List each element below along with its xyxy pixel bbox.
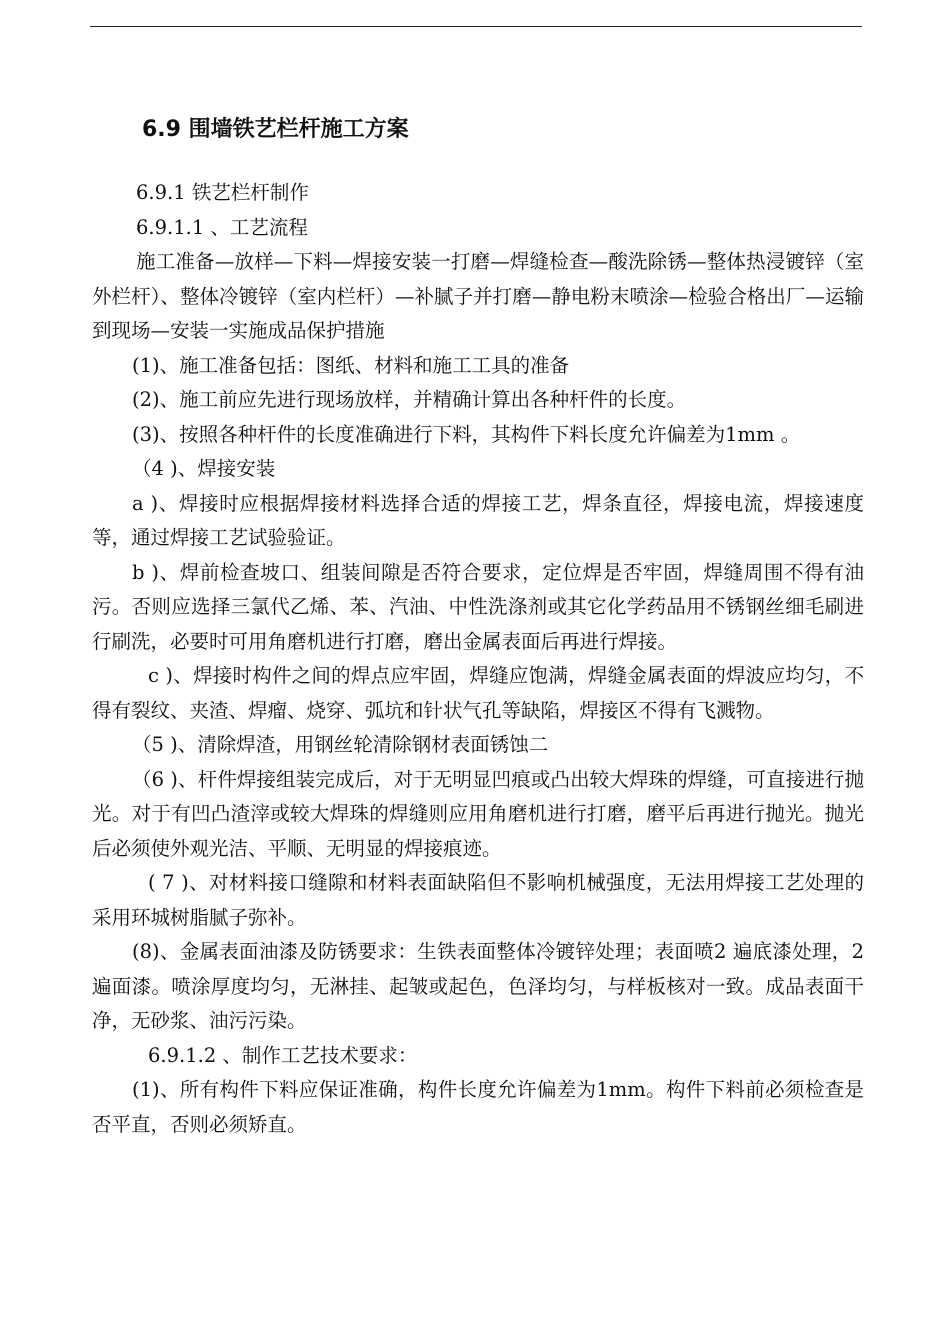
list-item: （4 )、焊接安装 xyxy=(132,457,276,480)
list-item: (1)、施工准备包括：图纸、材料和施工工具的准备 xyxy=(132,353,570,377)
list-item: ( 7 )、对材料接口缝隙和材料表面缺陷但不影响机械强度，无法用焊接工艺处理的采用环城树脂腻子弥补。 xyxy=(92,871,864,929)
list-item: （5 )、清除焊渣，用钢丝轮清除钢材表面锈蚀二 xyxy=(132,733,549,756)
list-item: (2)、施工前应先进行现场放样，并精确计算出各种杆件的长度。 xyxy=(132,388,687,411)
list-item: (8)、金属表面油漆及防锈要求：生铁表面整体冷镀锌处理；表面喷2 遍底漆处理，2 遍面漆。喷涂厚度均匀，无淋挂、起皱或起色，色泽均匀，与样板核对一致。成品表面干净，无砂浆、油污污染。 xyxy=(92,940,864,1032)
subsection-heading: 6.9.1.2 、制作工艺技术要求： xyxy=(148,1043,418,1067)
list-item: (3)、按照各种杆件的长度准确进行下料，其构件下料长度允许偏差为1mm 。 xyxy=(132,422,801,446)
document-body xyxy=(92,176,864,1142)
list-item: c )、焊接时构件之间的焊点应牢固，焊缝应饱满，焊缝金属表面的焊波应均匀，不得有裂纹、夹渣、焊瘤、烧穿、弧坑和针状气孔等缺陷，焊接区不得有飞溅物。 xyxy=(92,664,864,722)
subsection-heading: 6.9.1.1 、工艺流程 xyxy=(136,215,308,239)
header-rule xyxy=(90,26,862,27)
paragraph: 施工准备—放样—下料—焊接安装一打磨—焊缝检查—酸洗除锈—整体热浸镀锌（室外栏杆）、整体冷镀锌（室内栏杆）—补腻子并打磨—静电粉末喷涂—检验合格出厂—运输到现场—安装一实施成品保护措施 xyxy=(92,250,864,342)
section-title: 6.9 围墙铁艺栏杆施工方案 xyxy=(142,117,409,142)
list-item: b )、焊前检查坡口、组装间隙是否符合要求，定位焊是否牢固，焊缝周围不得有油污。否则应选择三氯代乙烯、苯、汽油、中性洗涤剂或其它化学药品用不锈钢丝细毛刷进行刷洗，必要时可用角磨机进行打磨，磨出金属表面后再进行焊接。 xyxy=(92,560,864,653)
list-item: (1)、所有构件下料应保证准确，构件长度允许偏差为1mm。构件下料前必须检查是否平直，否则必须矫直。 xyxy=(92,1078,864,1136)
list-item: a )、焊接时应根据焊接材料选择合适的焊接工艺，焊条直径，焊接电流，焊接速度等，通过焊接工艺试验验证。 xyxy=(92,491,864,549)
list-item: （6 )、杆件焊接组装完成后，对于无明显凹痕或凸出较大焊珠的焊缝，可直接进行抛光。对于有凹凸渣滓或较大焊珠的焊缝则应用角磨机进行打磨，磨平后再进行抛光。抛光后必须使外观光洁、平顺、无明显的焊接痕迹。 xyxy=(92,767,864,860)
subsection-heading: 6.9.1 铁艺栏杆制作 xyxy=(136,181,309,204)
